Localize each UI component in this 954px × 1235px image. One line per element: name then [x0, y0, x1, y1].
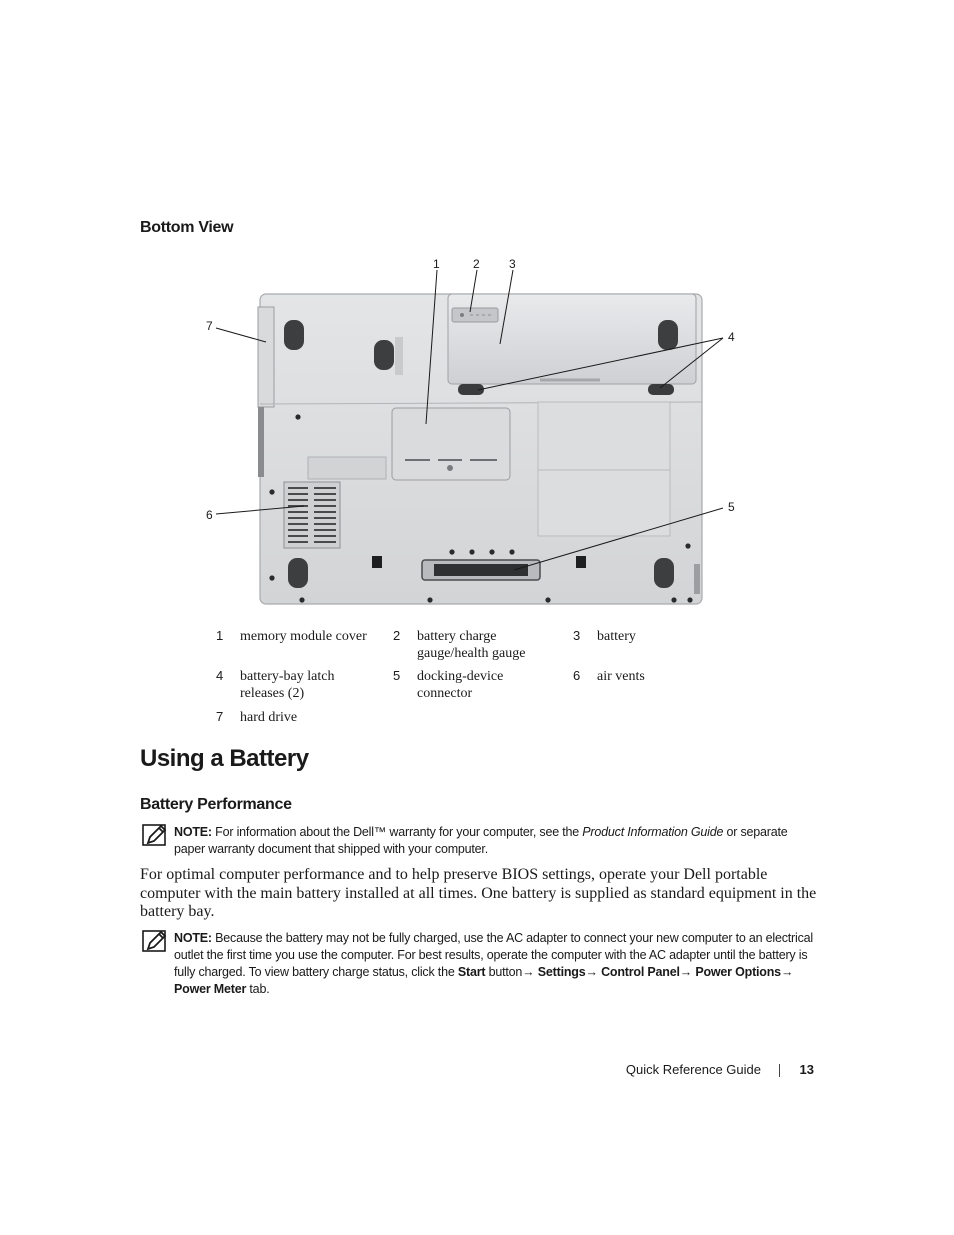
callout-6: 6 — [206, 508, 213, 522]
note-text-part: or separate paper warranty document that shipped with your computer. — [174, 825, 788, 856]
start-label: Start — [457, 965, 486, 979]
subsection-heading-battery-performance: Battery Performance — [140, 796, 292, 813]
footer-separator — [779, 1064, 780, 1077]
legend-row — [140, 668, 820, 709]
legend-number: 7 — [216, 709, 224, 724]
note-text-part: For information about the Dell™ warranty for your computer, see the — [211, 825, 583, 839]
note-label: NOTE: — [174, 825, 212, 839]
note-italic-title: Product Information Guide — [582, 825, 724, 839]
section-heading-bottom-view: Bottom View — [140, 219, 234, 236]
legend-text: air vents — [597, 669, 645, 684]
callout-7: 7 — [206, 319, 213, 333]
note-warranty — [140, 824, 820, 860]
note-label: NOTE: — [174, 931, 212, 945]
power-options-label: Power Options — [695, 965, 781, 979]
page-number: 13 — [799, 1062, 814, 1077]
note-charge — [140, 930, 820, 1002]
legend-text: battery — [597, 629, 636, 644]
note-charge-text — [174, 930, 819, 998]
legend-number: 2 — [393, 628, 401, 643]
control-panel-label: Control Panel — [601, 965, 680, 979]
legend-row — [140, 628, 820, 668]
legend-number: 5 — [393, 668, 401, 683]
arrow-glyph: → — [679, 965, 693, 979]
section-heading-using-a-battery: Using a Battery — [140, 745, 309, 772]
page-footer — [560, 1062, 816, 1082]
note-text-part: Because the battery may not be fully charged, use the AC adapter to connect your new computer to an electrical outlet the first time you use the computer. For best results, operate the computer with the AC adapter until the battery is fully charged. To view battery charge status, click the — [174, 931, 813, 979]
note-pencil-icon — [142, 824, 168, 848]
arrow-glyph: → — [522, 965, 535, 979]
callout-4: 4 — [728, 330, 735, 344]
legend-number: 3 — [573, 628, 581, 643]
callout-5: 5 — [728, 500, 735, 514]
note-text-part: button — [485, 965, 523, 979]
settings-label: Settings — [537, 965, 586, 979]
legend-number: 4 — [216, 668, 224, 683]
callout-2: 2 — [473, 257, 480, 271]
legend-text: memory module cover — [240, 629, 367, 644]
legend-number: 6 — [573, 668, 581, 683]
legend-row — [140, 709, 820, 733]
legend-text: battery charge gauge/health gauge — [417, 629, 526, 661]
note-warranty-text — [174, 824, 819, 858]
callout-3: 3 — [509, 257, 516, 271]
legend-text: battery-bay latch releases (2) — [240, 669, 335, 701]
arrow-glyph: → — [780, 965, 794, 979]
laptop-bottom-view-figure — [200, 252, 760, 612]
legend-text: hard drive — [240, 710, 298, 725]
note-text-part: tab. — [246, 982, 270, 996]
figure-legend — [140, 628, 820, 733]
legend-number: 1 — [216, 628, 224, 643]
footer-guide-title: Quick Reference Guide — [625, 1062, 761, 1077]
body-paragraph: For optimal computer performance and to help preserve BIOS settings, operate your Dell portable computer with the main battery installed at all times. One battery is supplied as standard equipment in the battery bay. — [140, 866, 817, 920]
note-pencil-icon — [142, 930, 168, 954]
callout-1: 1 — [433, 257, 440, 271]
legend-text: docking-device connector — [417, 669, 504, 701]
power-meter-label: Power Meter — [174, 982, 247, 996]
arrow-glyph: → — [585, 965, 598, 979]
